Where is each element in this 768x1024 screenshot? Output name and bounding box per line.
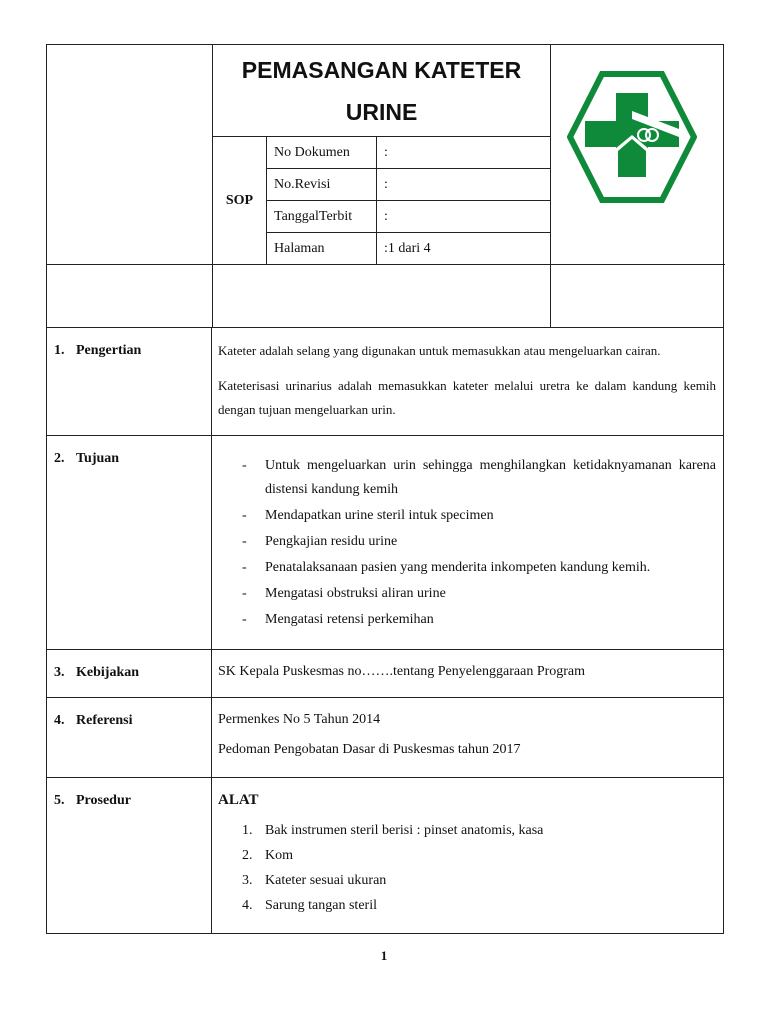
title-line-1: PEMASANGAN KATETER bbox=[241, 57, 522, 83]
alat-list bbox=[218, 815, 716, 918]
puskesmas-logo-icon bbox=[567, 71, 697, 203]
list-item: 3. Kateter sesuai ukuran bbox=[242, 873, 387, 888]
referensi-item: Permenkes No 5 Tahun 2014 bbox=[218, 712, 381, 727]
list-item: 2. Kom bbox=[242, 848, 293, 863]
section-label-tujuan: Tujuan bbox=[76, 451, 120, 466]
section-number: 5. bbox=[54, 793, 65, 808]
pengertian-paragraph-2: Kateterisasi urinarius adalah memasukkan kateter melalui uretra ke dalam kandung kemih dengan tujuan mengeluarkan urin. bbox=[218, 378, 716, 417]
section-number: 4. bbox=[54, 713, 65, 728]
meta-label-no-dokumen: No Dokumen bbox=[274, 145, 350, 160]
section-number: 2. bbox=[54, 451, 65, 466]
meta-value-no-revisi: : bbox=[384, 177, 388, 192]
document-title bbox=[213, 45, 550, 137]
section-prosedur bbox=[47, 778, 723, 934]
list-item: - Mendapatkan urine steril intuk specimen bbox=[242, 504, 716, 528]
meta-value-halaman: :1 dari 4 bbox=[384, 241, 431, 256]
pengertian-paragraph-1: Kateter adalah selang yang digunakan untuk memasukkan atau mengeluarkan cairan. bbox=[218, 343, 661, 358]
list-item: - Mengatasi obstruksi aliran urine bbox=[242, 582, 716, 606]
header-table bbox=[46, 44, 724, 327]
section-number: 1. bbox=[54, 343, 65, 358]
list-item: - Untuk mengeluarkan urin sehingga menghilangkan ketidaknyamanan karena distensi kandung kemih bbox=[242, 454, 716, 502]
meta-label-halaman: Halaman bbox=[274, 241, 325, 256]
section-kebijakan bbox=[47, 650, 723, 698]
referensi-item: Pedoman Pengobatan Dasar di Puskesmas tahun 2017 bbox=[218, 742, 521, 757]
section-label-referensi: Referensi bbox=[76, 713, 133, 728]
meta-value-tanggal-terbit: : bbox=[384, 209, 388, 224]
section-number: 3. bbox=[54, 665, 65, 680]
content-table bbox=[46, 327, 724, 934]
section-pengertian bbox=[47, 328, 723, 436]
list-item: 4. Sarung tangan steril bbox=[242, 898, 377, 913]
list-item: - Pengkajian residu urine bbox=[242, 530, 716, 554]
meta-label-tanggal-terbit: TanggalTerbit bbox=[274, 209, 353, 224]
page-number: 1 bbox=[380, 948, 388, 963]
alat-heading: ALAT bbox=[218, 792, 259, 808]
section-label-kebijakan: Kebijakan bbox=[76, 665, 140, 680]
list-item: 1. Bak instrumen steril berisi : pinset anatomis, kasa bbox=[242, 823, 544, 838]
list-item: - Penatalaksanaan pasien yang menderita inkompeten kandung kemih. bbox=[242, 556, 716, 580]
tujuan-list bbox=[218, 448, 716, 632]
section-tujuan bbox=[47, 436, 723, 650]
kebijakan-text: SK Kepala Puskesmas no…….tentang Penyelenggaraan Program bbox=[218, 664, 586, 679]
sop-document bbox=[46, 44, 724, 934]
meta-value-no-dokumen: : bbox=[384, 145, 388, 160]
section-referensi bbox=[47, 698, 723, 778]
section-label-prosedur: Prosedur bbox=[76, 793, 131, 808]
title-line-2: URINE bbox=[345, 99, 418, 125]
section-label-pengertian: Pengertian bbox=[76, 343, 142, 358]
sop-label: SOP bbox=[225, 193, 254, 208]
meta-label-no-revisi: No.Revisi bbox=[274, 177, 331, 192]
list-item: - Mengatasi retensi perkemihan bbox=[242, 608, 716, 632]
